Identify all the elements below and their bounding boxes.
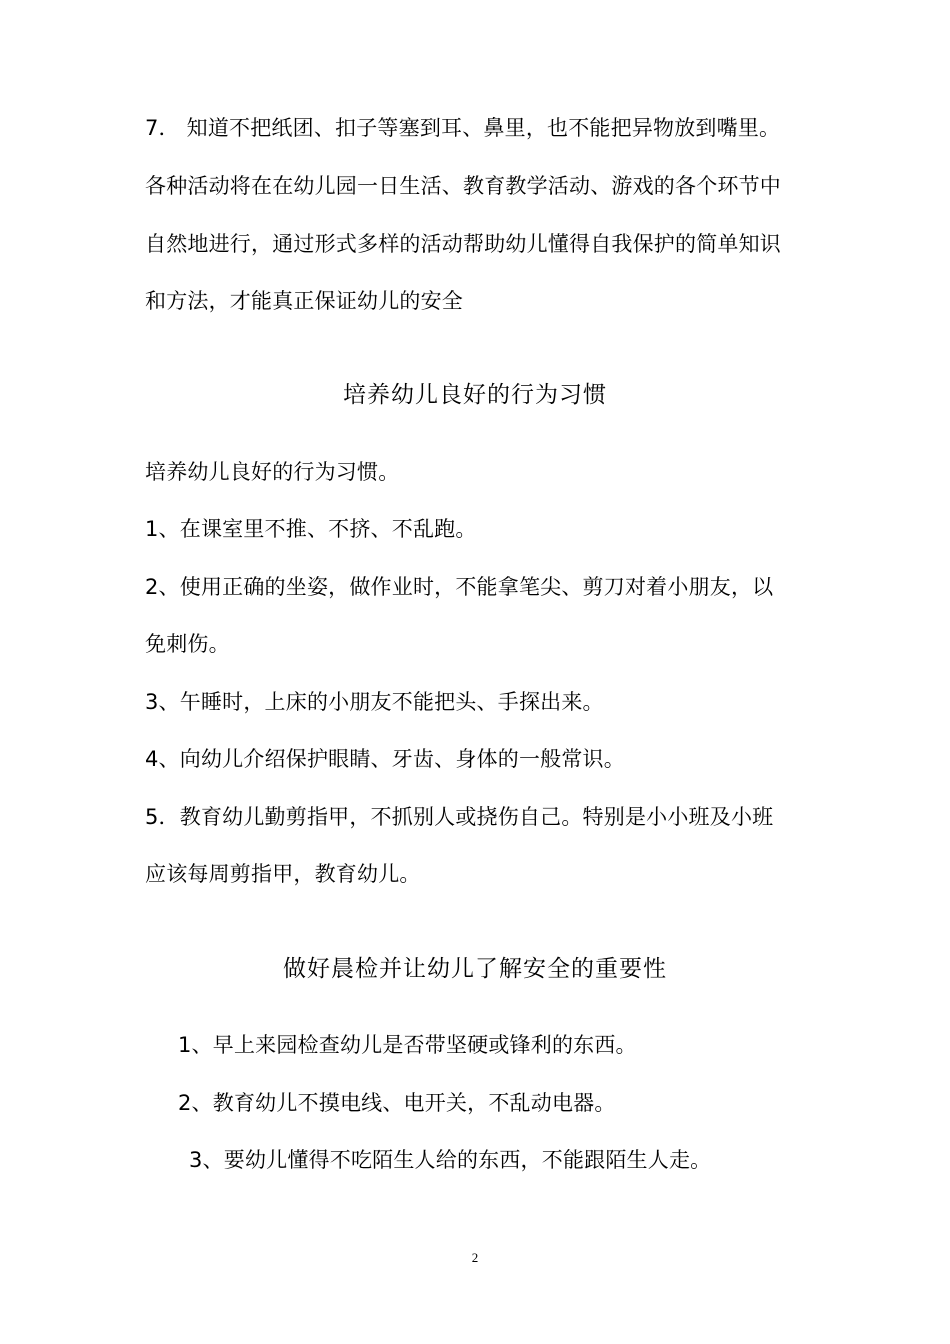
intro-line-3: 自然地进行，通过形式多样的活动帮助幼儿懂得自我保护的简单知识 [145, 232, 781, 256]
section2-line-3: 3、要幼儿懂得不吃陌生人给的东西，不能跟陌生人走。 [189, 1148, 712, 1172]
section1-line-1: 培养幼儿良好的行为习惯。 [145, 460, 400, 484]
intro-line-1: 7． 知道不把纸团、扣子等塞到耳、鼻里，也不能把异物放到嘴里。 [145, 116, 781, 140]
section1-line-7: 5．教育幼儿勤剪指甲，不抓别人或挠伤自己。特别是小小班及小班 [145, 805, 774, 829]
section1-line-3: 2、使用正确的坐姿，做作业时，不能拿笔尖、剪刀对着小朋友，以 [145, 575, 774, 599]
section1-line-5: 3、午睡时，上床的小朋友不能把头、手探出来。 [145, 690, 604, 714]
section1-line-4: 免刺伤。 [145, 632, 230, 656]
section1-line-6: 4、向幼儿介绍保护眼睛、牙齿、身体的一般常识。 [145, 747, 625, 771]
section-heading-behavior-habits: 培养幼儿良好的行为习惯 [343, 382, 607, 408]
section1-line-2: 1、在课室里不推、不挤、不乱跑。 [145, 517, 477, 541]
section-heading-morning-check: 做好晨检并让幼儿了解安全的重要性 [283, 956, 667, 982]
page-number: 2 [471, 1250, 479, 1265]
intro-line-2: 各种活动将在在幼儿园一日生活、教育教学活动、游戏的各个环节中 [145, 174, 781, 198]
intro-line-4: 和方法，才能真正保证幼儿的安全 [145, 289, 463, 313]
section2-line-1: 1、早上来园检查幼儿是否带坚硬或锋利的东西。 [178, 1033, 637, 1057]
section1-line-8: 应该每周剪指甲，教育幼儿。 [145, 862, 421, 886]
section2-line-2: 2、教育幼儿不摸电线、电开关，不乱动电器。 [178, 1091, 616, 1115]
